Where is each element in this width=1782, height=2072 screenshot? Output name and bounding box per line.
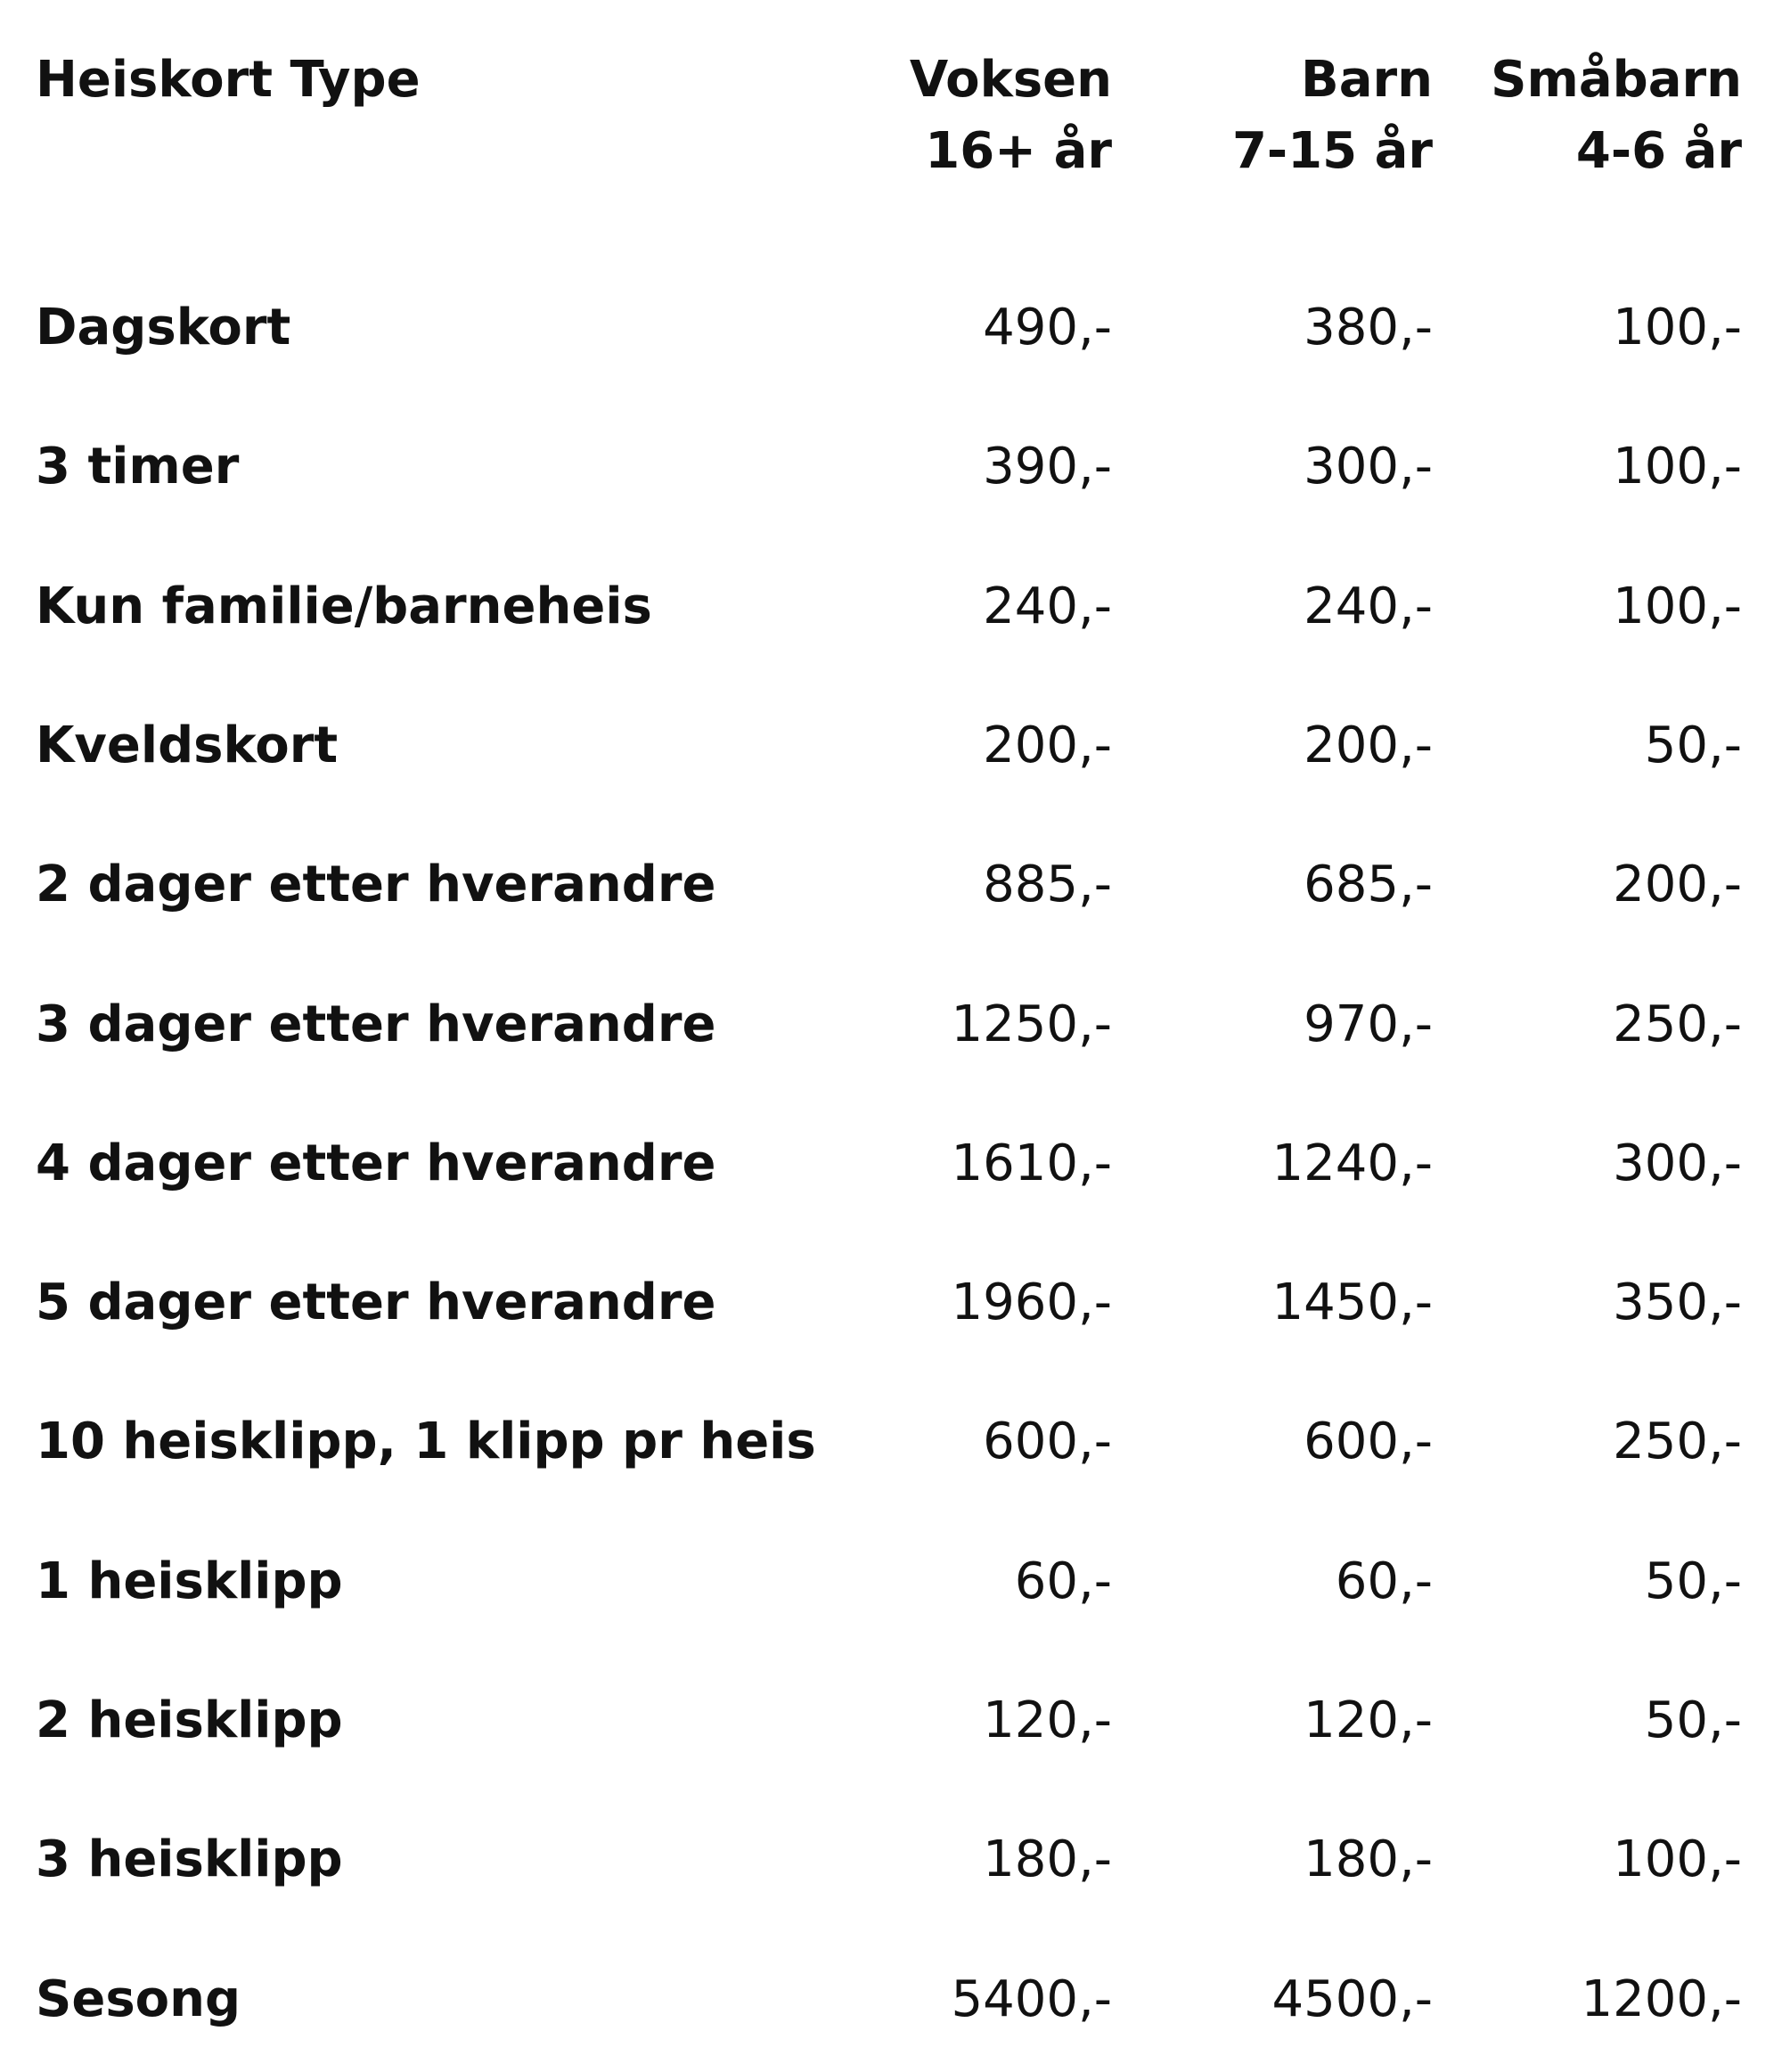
row-type-cell: 3 dager etter hverandre bbox=[36, 995, 716, 1053]
row-type-cell: 4 dager etter hverandre bbox=[36, 1134, 716, 1192]
row-type-cell: Kveldskort bbox=[36, 717, 339, 774]
row-type-cell: 2 dager etter hverandre bbox=[36, 856, 716, 913]
price-voksen-cell: 1250,- bbox=[951, 995, 1112, 1053]
header-smabarn-age: 4-6 år bbox=[1575, 122, 1742, 180]
row-type-cell: Dagskort bbox=[36, 299, 291, 356]
price-barn-cell: 4500,- bbox=[1271, 1970, 1433, 2028]
table-row bbox=[0, 1267, 1782, 1339]
price-barn-cell: 300,- bbox=[1304, 438, 1433, 495]
price-smabarn-cell: 50,- bbox=[1644, 717, 1742, 774]
row-type-cell: Kun familie/barneheis bbox=[36, 577, 652, 635]
table-row bbox=[0, 1964, 1782, 2035]
price-voksen-cell: 180,- bbox=[983, 1830, 1112, 1888]
price-barn-cell: 600,- bbox=[1304, 1413, 1433, 1470]
price-voksen-cell: 240,- bbox=[983, 577, 1112, 635]
row-type-cell: 3 heisklipp bbox=[36, 1830, 343, 1888]
header-barn bbox=[1232, 45, 1433, 187]
row-type-cell: Sesong bbox=[36, 1970, 241, 2028]
price-voksen-cell: 200,- bbox=[983, 717, 1112, 774]
price-barn-cell: 120,- bbox=[1304, 1691, 1433, 1749]
table-row bbox=[0, 849, 1782, 921]
price-barn-cell: 1240,- bbox=[1271, 1134, 1433, 1192]
header-smabarn bbox=[1491, 45, 1742, 187]
table-row bbox=[0, 292, 1782, 364]
header-voksen-age: 16+ år bbox=[925, 122, 1112, 180]
price-voksen-cell: 390,- bbox=[983, 438, 1112, 495]
table-row bbox=[0, 1824, 1782, 1896]
price-smabarn-cell: 100,- bbox=[1613, 1830, 1742, 1888]
table-header bbox=[0, 45, 1782, 180]
header-voksen bbox=[910, 45, 1112, 187]
table-row bbox=[0, 431, 1782, 503]
header-smabarn-label: Småbarn bbox=[1491, 51, 1742, 109]
price-smabarn-cell: 1200,- bbox=[1581, 1970, 1742, 2028]
price-voksen-cell: 60,- bbox=[1014, 1552, 1112, 1610]
price-barn-cell: 180,- bbox=[1304, 1830, 1433, 1888]
header-type: Heiskort Type bbox=[36, 51, 421, 109]
price-barn-cell: 685,- bbox=[1304, 856, 1433, 913]
price-voksen-cell: 120,- bbox=[983, 1691, 1112, 1749]
price-smabarn-cell: 100,- bbox=[1613, 577, 1742, 635]
price-smabarn-cell: 100,- bbox=[1613, 438, 1742, 495]
price-voksen-cell: 600,- bbox=[983, 1413, 1112, 1470]
header-barn-label: Barn bbox=[1301, 51, 1433, 109]
header-voksen-label: Voksen bbox=[909, 51, 1112, 109]
price-barn-cell: 200,- bbox=[1304, 717, 1433, 774]
price-smabarn-cell: 250,- bbox=[1613, 995, 1742, 1053]
price-smabarn-cell: 100,- bbox=[1613, 299, 1742, 356]
row-type-cell: 10 heisklipp, 1 klipp pr heis bbox=[36, 1413, 816, 1470]
price-smabarn-cell: 300,- bbox=[1613, 1134, 1742, 1192]
table-row bbox=[0, 989, 1782, 1061]
price-voksen-cell: 885,- bbox=[983, 856, 1112, 913]
price-barn-cell: 60,- bbox=[1335, 1552, 1433, 1610]
table-row bbox=[0, 1128, 1782, 1200]
table-row bbox=[0, 1406, 1782, 1478]
table-row bbox=[0, 1546, 1782, 1617]
price-voksen-cell: 5400,- bbox=[951, 1970, 1112, 2028]
row-type-cell: 3 timer bbox=[36, 438, 240, 495]
price-smabarn-cell: 350,- bbox=[1613, 1274, 1742, 1331]
header-barn-age: 7-15 år bbox=[1231, 122, 1433, 180]
price-barn-cell: 1450,- bbox=[1271, 1274, 1433, 1331]
table-row bbox=[0, 710, 1782, 782]
price-smabarn-cell: 200,- bbox=[1613, 856, 1742, 913]
row-type-cell: 5 dager etter hverandre bbox=[36, 1274, 716, 1331]
price-smabarn-cell: 250,- bbox=[1613, 1413, 1742, 1470]
price-smabarn-cell: 50,- bbox=[1644, 1552, 1742, 1610]
row-type-cell: 1 heisklipp bbox=[36, 1552, 343, 1610]
table-row bbox=[0, 1685, 1782, 1757]
price-voksen-cell: 1960,- bbox=[951, 1274, 1112, 1331]
price-barn-cell: 380,- bbox=[1304, 299, 1433, 356]
table-row bbox=[0, 571, 1782, 643]
row-type-cell: 2 heisklipp bbox=[36, 1691, 343, 1749]
price-barn-cell: 240,- bbox=[1304, 577, 1433, 635]
price-voksen-cell: 490,- bbox=[983, 299, 1112, 356]
price-barn-cell: 970,- bbox=[1304, 995, 1433, 1053]
price-voksen-cell: 1610,- bbox=[951, 1134, 1112, 1192]
price-smabarn-cell: 50,- bbox=[1644, 1691, 1742, 1749]
